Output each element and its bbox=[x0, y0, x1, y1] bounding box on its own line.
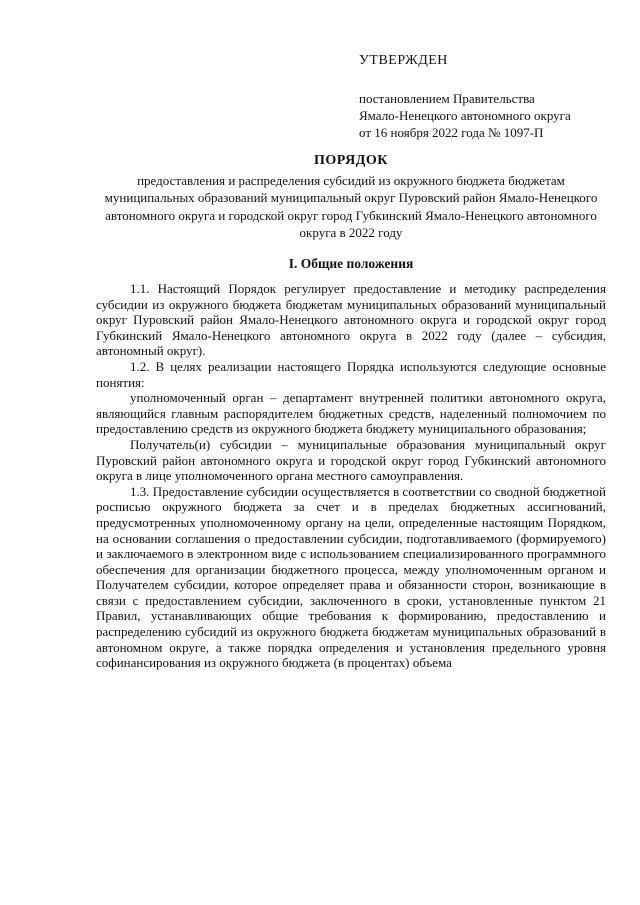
paragraph: 1.3. Предоставление субсидии осуществляется в соответствии со сводной бюджетной росписью окружного бюджета за счет и в пределах бюджетных ассигнований, предусмотренных уполномоченному органу на цели, определенные настоящим Порядком, на основании соглашения о предоставлении субсидии, подготавливаемого (формируемого) и заключаемого в электронном виде с использованием специализированного программного обеспечения для организации бюджетного процесса, между уполномоченным органом и Получателем субсидии, которое определяет права и обязанности сторон, возникающие в связи с предоставлением субсидии, заключенного в сроки, установленные пунктом 21 Правил, устанавливающих общие требования к формированию, предоставлению и распределению субсидий из окружного бюджета бюджетам муниципальных образований в автономном округе, а также порядка определения и установления предельного уровня софинансирования из окружного бюджета (в процентах) объема bbox=[96, 483, 606, 671]
approval-line: постановлением Правительства bbox=[359, 91, 535, 106]
paragraph: 1.2. В целях реализации настоящего Порядка используются следующие основные понятия: bbox=[96, 358, 606, 390]
approval-stamp bbox=[359, 52, 629, 141]
document-title: ПОРЯДОК bbox=[314, 153, 388, 168]
section-title: I. Общие положения bbox=[288, 256, 414, 271]
document-body bbox=[96, 281, 606, 671]
paragraph: Получатель(и) субсидии – муниципальные образования муниципальный округ Пуровский район автономного округа и городской округ город Губкинский автономного округа в лице уполномоченного органа местного самоуправления. bbox=[96, 436, 606, 484]
document-title-block bbox=[96, 152, 606, 242]
approval-line: от 16 ноября 2022 года № 1097-П bbox=[359, 125, 544, 140]
approval-heading: УТВЕРЖДЕН bbox=[359, 53, 448, 68]
approval-line: Ямало-Ненецкого автономного округа bbox=[359, 108, 571, 123]
paragraph: 1.1. Настоящий Порядок регулирует предоставление и методику распределения субсидии из окружного бюджета бюджетам муниципальных образований муниципальный округ Пуровский район Ямало-Ненецкого автономного округа и городской округ город Губкинский Ямало-Ненецкого автономного округа в 2022 году (далее – субсидия, автономный округ). bbox=[96, 281, 606, 359]
paragraph: уполномоченный орган – департамент внутренней политики автономного округа, являющийся главным распорядителем бюджетных средств, наделенный полномочием по предоставлению средств из окружного бюджета бюджету муниципального образования; bbox=[96, 390, 606, 437]
document-subtitle: предоставления и распределения субсидий из окружного бюджета бюджетам муниципальных образований муниципальный округ Пуровский район Ямало-Ненецкого автономного округа и городской округ город Губкинский Ямало-Ненецкого автономного округа в 2022 году bbox=[104, 172, 598, 240]
